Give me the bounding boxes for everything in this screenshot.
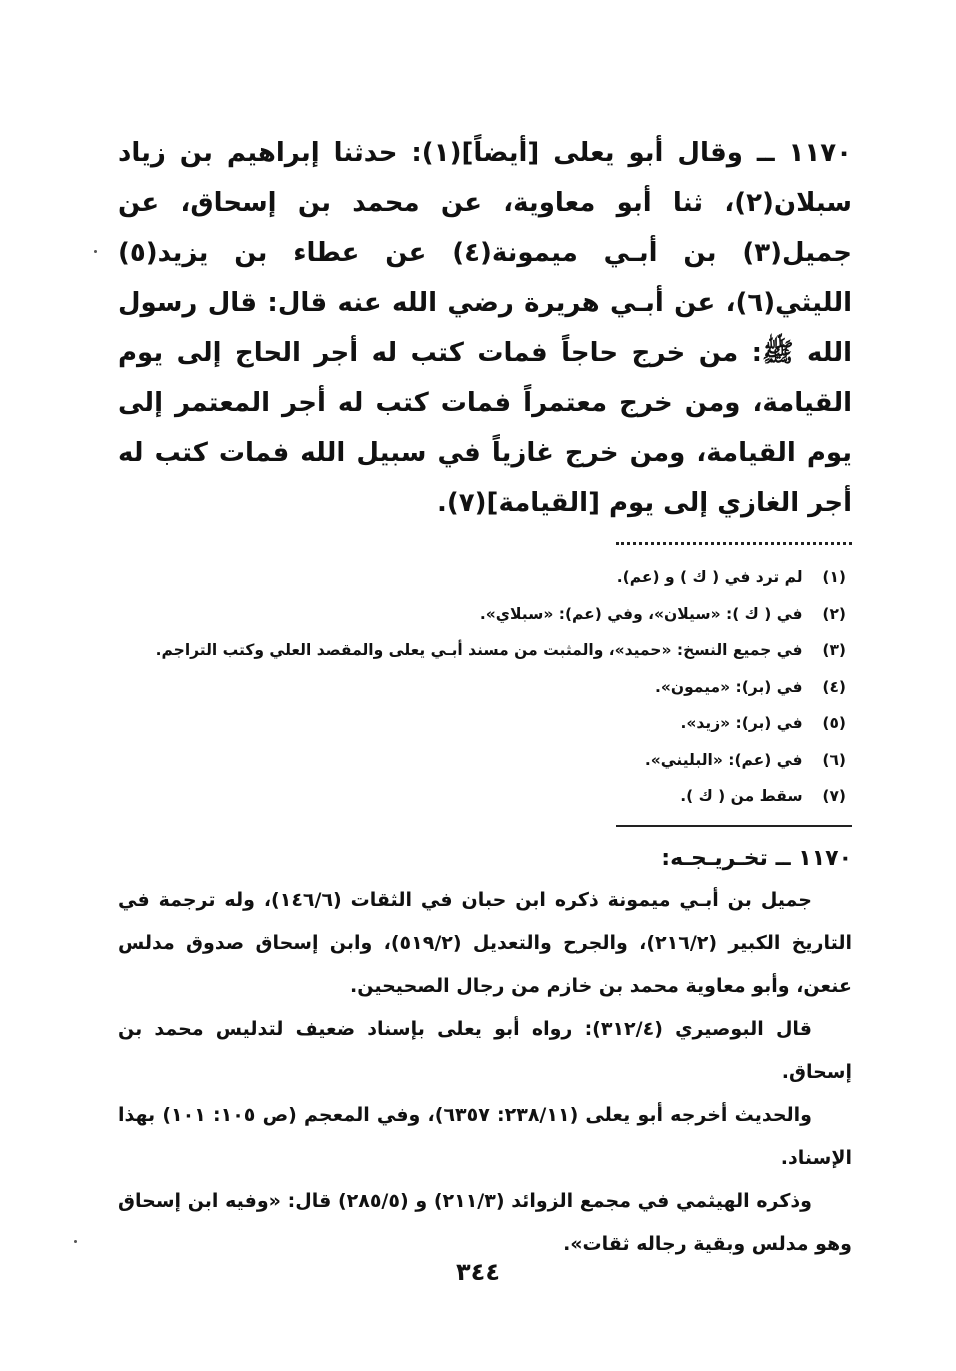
footnote-item [118,632,852,669]
footnote-item [118,669,852,706]
footnote-item [118,742,852,779]
footnote-text: في (عم): «البليني». [644,750,803,769]
scan-speck [94,250,97,253]
footnote-number: (٤) [822,677,846,696]
page-number: ٣٤٤ [456,1258,500,1286]
takhrij-paragraph: وذكره الهيثمي في مجمع الزوائد (٢١١/٣) و (٢٨٥/٥) قال: «وفيه ابن إسحاق وهو مدلس وبقية رجاله ثقات». [118,1189,852,1255]
takhrij-paragraph: جميل بن أبـي ميمونة ذكره ابن حبان في الثقات (١٤٦/٦)، وله ترجمة في التاريخ الكبير (٢١٦/٢)، والجرح والتعديل (٥١٩/٢)، وابن إسحاق صدوق مدلس عنعن، وأبو معاوية محمد بن خازم من رجال الصحيحين. [118,888,852,997]
footnote-text: في (بر): «ميمون». [654,677,803,696]
footnote-number: (٦) [822,750,846,769]
footnote-dotted-separator [616,542,852,545]
takhrij-separator-line [616,825,852,827]
footnote-number: (٣) [822,641,846,659]
footnote-text: لم ترد في ( ك ) و (عم). [616,568,803,586]
footnote-text: في ( ك ): «سيلان»، وفي (عم): «سبلاي». [479,604,803,623]
footnote-number: (٥) [822,714,846,732]
footnote-number: (٧) [822,787,846,805]
footnotes-list [118,559,852,815]
footnote-number: (١) [822,568,846,586]
takhrij-paragraph: والحديث أخرجه أبو يعلى (٢٣٨/١١: ٦٣٥٧)، وفي المعجم (ص ١٠٥: ١٠١) بهذا الإسناد. [118,1103,852,1169]
scan-speck [74,1240,77,1243]
footnote-text: في (بر): «زيد». [680,714,803,732]
footnote-item [118,778,852,815]
footnote-item [118,559,852,596]
footnote-text: سقط من ( ك ). [680,787,803,805]
footnote-number: (٢) [822,604,846,623]
footnote-item [118,596,852,633]
footnote-item [118,705,852,742]
footnote-text: في جميع النسخ: «حميد»، والمثبت من مسند أبـي يعلى والمقصد العلي وكتب التراجم. [155,641,803,659]
takhrij-paragraph: قال البوصيري (٣١٢/٤): رواه أبو يعلى بإسناد ضعيف لتدليس محمد بن إسحاق. [118,1017,852,1083]
takhrij-heading: ١١٧٠ ــ تخـريـجـه: [661,845,852,871]
hadith-text: ١١٧٠ ــ وقال أبو يعلى [أيضاً](١): حدثنا إبراهيم بن زياد سبلان(٢)، ثنا أبو معاوية، عن محمد بن إسحاق، عن جميل(٣) بن أبـي ميمونة(٤) عن عطاء بن يزيد(٥) الليثي(٦)، عن أبـي هريرة رضي الله عنه قال: قال رسول الله ﷺ: من خرج حاجاً فمات كتب له أجر الحاج إلى يوم القيامة، ومن خرج معتمراً فمات كتب له أجر المعتمر إلى يوم القيامة، ومن خرج غازياً في سبيل الله فمات كتب له أجر الغازي إلى يوم [القيامة](٧). [118,138,853,518]
book-page [118,128,852,1266]
